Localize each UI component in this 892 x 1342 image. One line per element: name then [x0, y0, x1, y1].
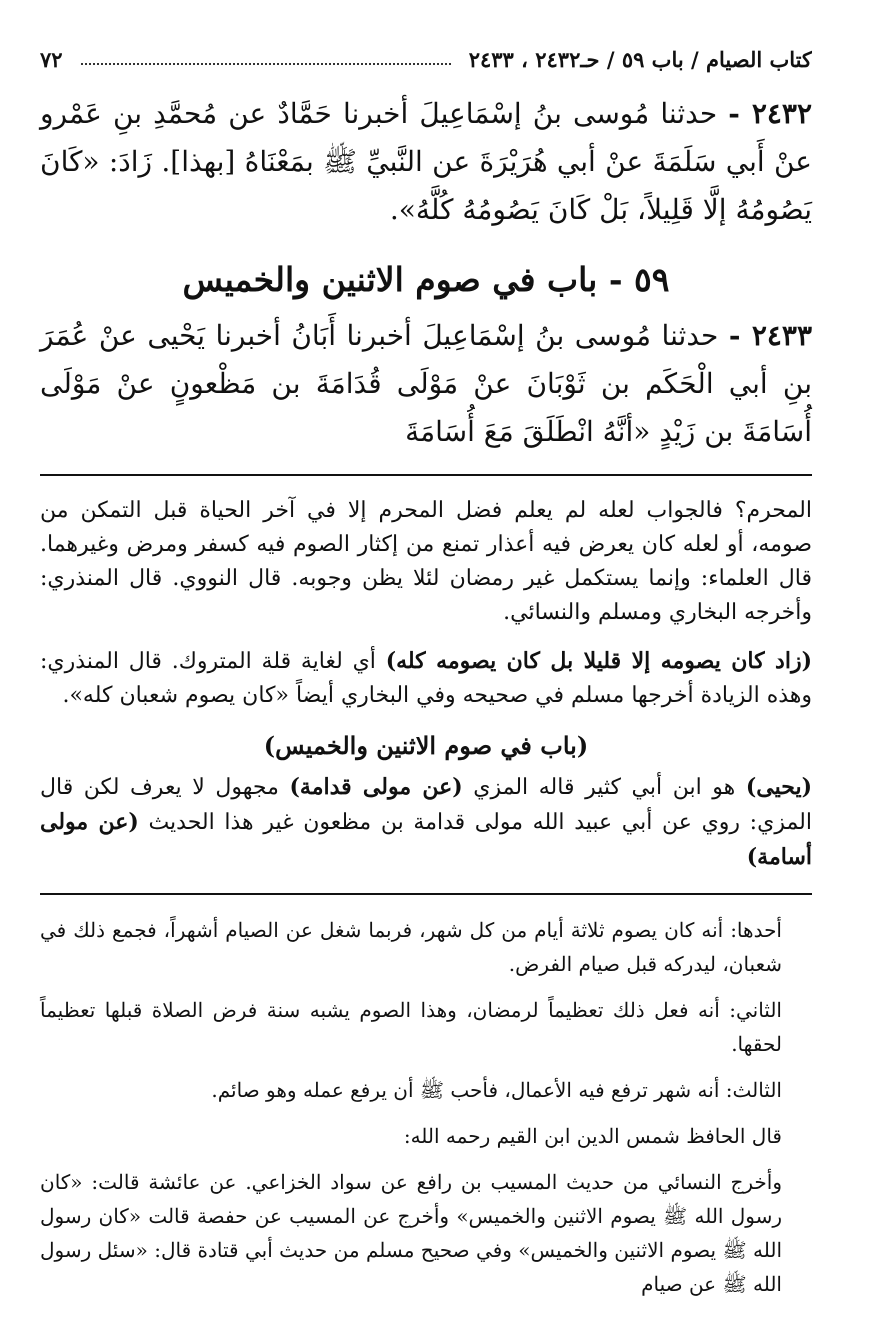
commentary-text: مجهول لا يعرف لكن قال المزي: روي عن أبي عبيد الله مولى قدامة بن مظعون غير هذا الحديث	[40, 775, 812, 835]
footnote-paragraph: الثالث: أنه شهر ترفع فيه الأعمال، فأحب ﷺ أن يرفع عمله وهو صائم.	[211, 1078, 782, 1102]
commentary-paragraph	[40, 770, 812, 875]
chapter-title: ٥٩ - باب في صوم الاثنين والخميس	[182, 260, 670, 299]
commentary-paragraph	[40, 644, 812, 713]
page-header	[40, 42, 812, 76]
hadith-2433	[40, 312, 812, 456]
hadith-number: ٢٤٣٣ -	[728, 319, 812, 352]
hadith-number: ٢٤٣٢ -	[728, 97, 812, 130]
running-title: كتاب الصيام / باب ٥٩ / حـ٢٤٣٢ ، ٢٤٣٣	[468, 46, 812, 72]
section-divider	[40, 474, 812, 476]
commentary-paragraph: المحرم؟ فالجواب لعله لم يعلم فضل المحرم إلا في آخر الحياة قبل التمكن من صومه، أو لعله كان يعرض فيه أعذار تمنع من إكثار الصوم فيه كسفر ومرض وغيرهما. قال العلماء: وإنما يستكمل غير رمضان لئلا يظن وجوبه. قال النووي. قال المنذري: وأخرجه البخاري ومسلم والنسائي.	[40, 498, 812, 625]
commentary	[40, 494, 812, 875]
hadith-text: حدثنا مُوسى بنُ إسْمَاعِيلَ أخبرنا حَمَّادٌ عن مُحمَّدِ بنِ عَمْرو عنْ أَبي سَلَمَةَ عنْ أبي هُرَيْرَةَ عن النَّبيِّ ﷺ بمَعْنَاهُ [بهذا]. زَادَ: «كَانَ يَصُومُهُ إلَّا قَلِيلاً، بَلْ كَانَ يَصُومُهُ كُلَّهُ».	[40, 97, 812, 226]
footnotes	[40, 913, 812, 1301]
footnote-paragraph: وأخرج النسائي من حديث المسيب بن رافع عن سواد الخزاعي. عن عائشة قالت: «كان رسول الله ﷺ يصوم الاثنين والخميس» وأخرج عن المسيب عن حفصة قالت «كان رسول الله ﷺ يصوم الاثنين والخميس» وفي صحيح مسلم من حديث أبي قتادة قال: «سئل رسول الله ﷺ عن صيام	[40, 1170, 782, 1296]
footnote-paragraph: قال الحافظ شمس الدين ابن القيم رحمه الله:	[403, 1124, 782, 1148]
hadith-text: حدثنا مُوسى بنُ إسْمَاعِيلَ أخبرنا أَبَانُ أخبرنا يَحْيى عنْ عُمَرَ بنِ أبي الْحَكَم بن ثَوْبَانَ عنْ مَوْلَى قُدَامَةَ بن مَظْعونٍ عنْ مَوْلَى أُسَامَةَ بن زَيْدٍ «أنَّهُ انْطَلَقَ مَعَ أُسَامَةَ	[40, 319, 812, 448]
commentary-text: أي لغاية قلة المتروك. قال المنذري: وهذه الزيادة أخرجها مسلم في صحيحه وفي البخاري أيضاً «كان يصوم شعبان كله».	[40, 649, 812, 708]
footnote-paragraph: أحدها: أنه كان يصوم ثلاثة أيام من كل شهر، فربما شغل عن الصيام أشهراً، فجمع ذلك في شعبان، ليدركه قبل صيام الفرض.	[40, 918, 782, 976]
quoted-phrase: (زاد كان يصومه إلا قليلا بل كان يصومه كله)	[385, 648, 812, 674]
page-number: ٧٢	[40, 46, 63, 72]
footnote-divider	[40, 893, 812, 895]
footnote-paragraph: الثاني: أنه فعل ذلك تعظيماً لرمضان، وهذا الصوم يشبه سنة فرض الصلاة قبلها تعظيماً لحقها.	[40, 998, 782, 1056]
commentary-text: هو ابن أبي كثير قاله المزي	[462, 775, 746, 800]
quoted-phrase: (يحيى)	[745, 774, 812, 800]
header-dotted-leader	[81, 63, 451, 66]
book-page	[40, 42, 812, 1312]
hadith-2432	[40, 90, 812, 234]
commentary-heading: (باب في صوم الاثنين والخميس)	[263, 731, 589, 760]
quoted-phrase: (عن مولى قدامة)	[289, 774, 463, 800]
quoted-phrase: (عن مولى أسامة)	[40, 809, 812, 870]
